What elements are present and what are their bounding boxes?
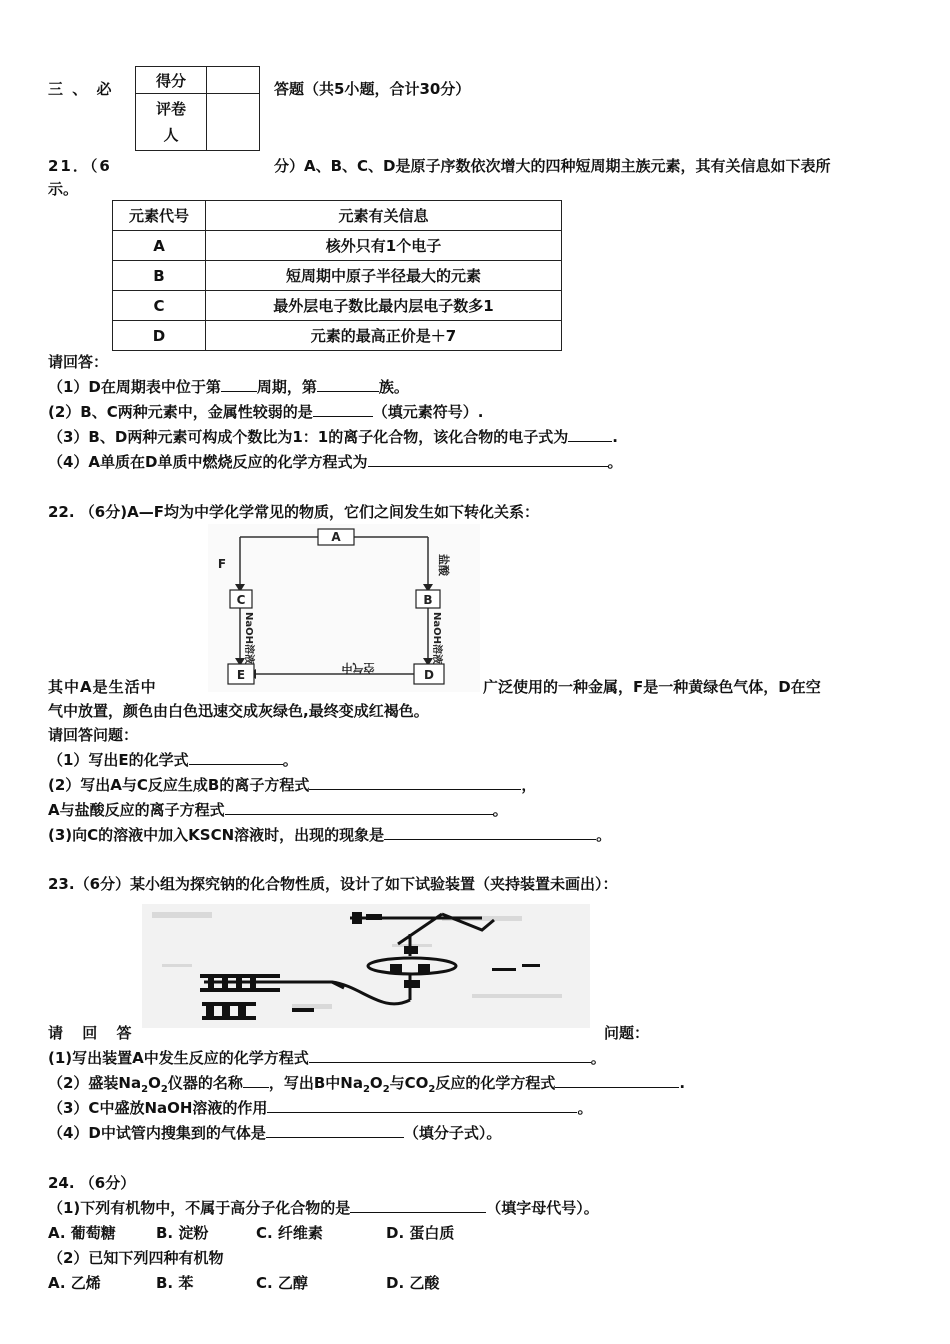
answer-blank[interactable]	[267, 1097, 577, 1113]
q22-subq2	[48, 774, 536, 795]
q21-s3-text: .	[612, 428, 618, 446]
q21-prompt: 请回答：	[48, 353, 109, 371]
q21-s1-text: （1）D在周期表中位于第	[48, 378, 221, 396]
q23-s2-text: O	[369, 1074, 383, 1092]
table-cell-info: 元素的最高正价是＋7	[206, 321, 562, 351]
q23-s2-text: .	[679, 1074, 686, 1092]
q22-s1-text: 。	[282, 751, 298, 769]
q23-s2-text: ，写出B中Na	[268, 1074, 363, 1092]
q24-title: 24. （6分）	[48, 1174, 136, 1192]
q23-s3-text: 。	[577, 1099, 593, 1117]
q21-s1-text: 族。	[378, 378, 409, 396]
table-row	[113, 231, 562, 261]
table-cell-code: C	[113, 291, 206, 321]
subscript: 2	[382, 1084, 390, 1095]
q21-element-table	[112, 200, 562, 351]
q22-subq1	[48, 749, 298, 770]
answer-blank[interactable]	[309, 774, 521, 790]
label-air: 空气中	[341, 661, 375, 674]
node-c: C	[236, 593, 246, 607]
q23-s1-text: 。	[590, 1049, 606, 1067]
reviewer-label	[136, 94, 207, 151]
option-d: D. 乙酸	[386, 1274, 440, 1292]
q21-s4-text: （4）A单质在D单质中燃烧反应的化学方程式为	[48, 453, 368, 471]
q23-s4-text: （4）D中试管内搜集到的气体是	[48, 1124, 266, 1142]
subscript: 2	[362, 1084, 370, 1095]
q22-subq3	[48, 824, 611, 845]
q22-desc-c: 气中放置，颜色由白色迅速交成灰绿色,最终变成红褐色。	[48, 702, 429, 720]
table-cell-code: A	[113, 231, 206, 261]
node-e: E	[236, 668, 246, 682]
option-c: C. 纤维素	[256, 1224, 323, 1242]
answer-blank[interactable]	[243, 1072, 269, 1088]
table-header-cell: 元素代号	[113, 201, 206, 231]
answer-blank[interactable]	[384, 824, 596, 840]
option-b: B. 淀粉	[156, 1224, 209, 1242]
answer-blank[interactable]	[189, 749, 283, 765]
node-b: B	[423, 593, 433, 607]
option-a: A. 葡萄糖	[48, 1224, 116, 1242]
table-row	[113, 261, 562, 291]
section-heading-suffix: 答题（共5小题，合计30分）	[274, 80, 471, 98]
score-box	[135, 66, 260, 151]
q21-s3-text: （3）B、D两种元素可构成个数比为1：1的离子化合物，该化合物的电子式为	[48, 428, 569, 446]
q23-prompt-b: 问题：	[604, 1024, 650, 1042]
q22-s2c-text: A与盐酸反应的离子方程式	[48, 801, 225, 819]
q22-title: 22. （6分)A—F均为中学化学常见的物质，它们之间发生如下转化关系：	[48, 503, 539, 521]
q24-s1-text: （1)下列有机物中，不属于高分子化合物的是	[48, 1199, 351, 1217]
q24-subq1	[48, 1197, 599, 1218]
reviewer-label-line2: 人	[163, 126, 179, 144]
q23-s2-text: O	[148, 1074, 161, 1092]
label-naoh-left: NaOH溶液	[243, 612, 254, 664]
q23-subq4	[48, 1122, 501, 1143]
q23-s2-text: 与CO	[389, 1074, 429, 1092]
table-header-row	[113, 201, 562, 231]
q22-conversion-diagram	[208, 524, 480, 692]
table-cell-info: 核外只有1个电子	[206, 231, 562, 261]
option-a: A. 乙烯	[48, 1274, 101, 1292]
answer-blank[interactable]	[317, 376, 379, 392]
table-cell-info: 短周期中原子半径最大的元素	[206, 261, 562, 291]
q22-desc-b: 广泛使用的一种金属，F是一种黄绿色气体，D在空	[483, 678, 821, 696]
q21-subq3	[48, 426, 618, 447]
q23-subq1	[48, 1047, 606, 1068]
table-cell-info: 最外层电子数比最内层电子数多1	[206, 291, 562, 321]
q21-s2-text: （填元素符号）.	[372, 403, 484, 421]
label-f: F	[217, 557, 227, 571]
answer-blank[interactable]	[221, 376, 257, 392]
node-a: A	[331, 530, 341, 544]
score-cell[interactable]	[207, 67, 260, 94]
option-c: C. 乙醇	[256, 1274, 308, 1292]
answer-blank[interactable]	[313, 401, 373, 417]
q21-intro: 分）A、B、C、D是原子序数依次增大的四种短周期主族元素，其有关信息如下表所	[274, 157, 831, 175]
q22-s2-text: ，	[521, 776, 537, 794]
answer-blank[interactable]	[225, 799, 493, 815]
option-b: B. 苯	[156, 1274, 194, 1292]
subscript: 2	[160, 1084, 168, 1095]
q21-subq2	[48, 401, 483, 422]
table-cell-code: B	[113, 261, 206, 291]
q21-number: 21．（6	[48, 157, 112, 175]
q23-title: 23.（6分）某小组为探究钠的化合物性质，设计了如下试验装置（夹持装置未画出）：	[48, 875, 618, 893]
q22-s3-text: (3)向C的溶液中加入KSCN溶液时，出现的现象是	[48, 826, 385, 844]
q22-desc-a: 其中A是生活中	[48, 678, 157, 696]
table-cell-code: D	[113, 321, 206, 351]
q23-prompt-a: 请 回 答	[48, 1024, 139, 1042]
answer-blank[interactable]	[568, 426, 612, 442]
subscript: 2	[141, 1084, 149, 1095]
q24-subq2: （2）已知下列四种有机物	[48, 1249, 224, 1267]
q22-s2c-text: 。	[492, 801, 508, 819]
answer-blank[interactable]	[368, 451, 608, 467]
q23-s4-text: （填分子式）。	[403, 1124, 502, 1142]
q23-s3-text: （3）C中盛放NaOH溶液的作用	[48, 1099, 268, 1117]
table-row	[113, 291, 562, 321]
label-hcl: 盐酸	[437, 554, 450, 576]
label-naoh-right: NaOH溶液	[431, 612, 442, 664]
q21-s4-text: 。	[607, 453, 623, 471]
answer-blank[interactable]	[309, 1047, 591, 1063]
answer-blank[interactable]	[266, 1122, 404, 1138]
q23-s2-text: 仪器的名称	[167, 1074, 243, 1092]
q24-s1-text: （填字母代号）。	[486, 1199, 599, 1217]
q23-s2-text: 反应的化学方程式	[435, 1074, 556, 1092]
q22-s1-text: （1）写出E的化学式	[48, 751, 189, 769]
table-header-cell: 元素有关信息	[206, 201, 562, 231]
q23-s1-text: (1)写出装置A中发生反应的化学方程式	[48, 1049, 309, 1067]
q21-subq4	[48, 451, 623, 472]
q22-subq2-cont	[48, 799, 508, 820]
score-label: 得分	[136, 67, 207, 94]
q22-s2-text: (2）写出A与C反应生成B的离子方程式	[48, 776, 310, 794]
q21-s1-text: 周期，第	[256, 378, 317, 396]
q23-apparatus-diagram	[142, 904, 590, 1028]
q23-subq2	[48, 1072, 685, 1095]
q23-s2-text: （2）盛装Na	[48, 1074, 142, 1092]
reviewer-cell[interactable]	[207, 94, 260, 151]
section-heading-prefix: 三 、 必	[48, 80, 114, 98]
answer-blank[interactable]	[555, 1072, 679, 1088]
q22-s3-text: 。	[596, 826, 612, 844]
q21-s2-text: (2）B、C两种元素中，金属性较弱的是	[48, 403, 313, 421]
node-d: D	[424, 668, 434, 682]
q21-intro-cont: 示。	[48, 180, 79, 198]
q21-subq1	[48, 376, 409, 397]
q23-subq3	[48, 1097, 592, 1118]
reviewer-label-line1: 评卷	[155, 100, 186, 118]
q22-prompt: 请回答问题：	[48, 726, 139, 744]
table-row	[113, 321, 562, 351]
subscript: 2	[428, 1084, 436, 1095]
option-d: D. 蛋白质	[386, 1224, 455, 1242]
answer-blank[interactable]	[350, 1197, 486, 1213]
